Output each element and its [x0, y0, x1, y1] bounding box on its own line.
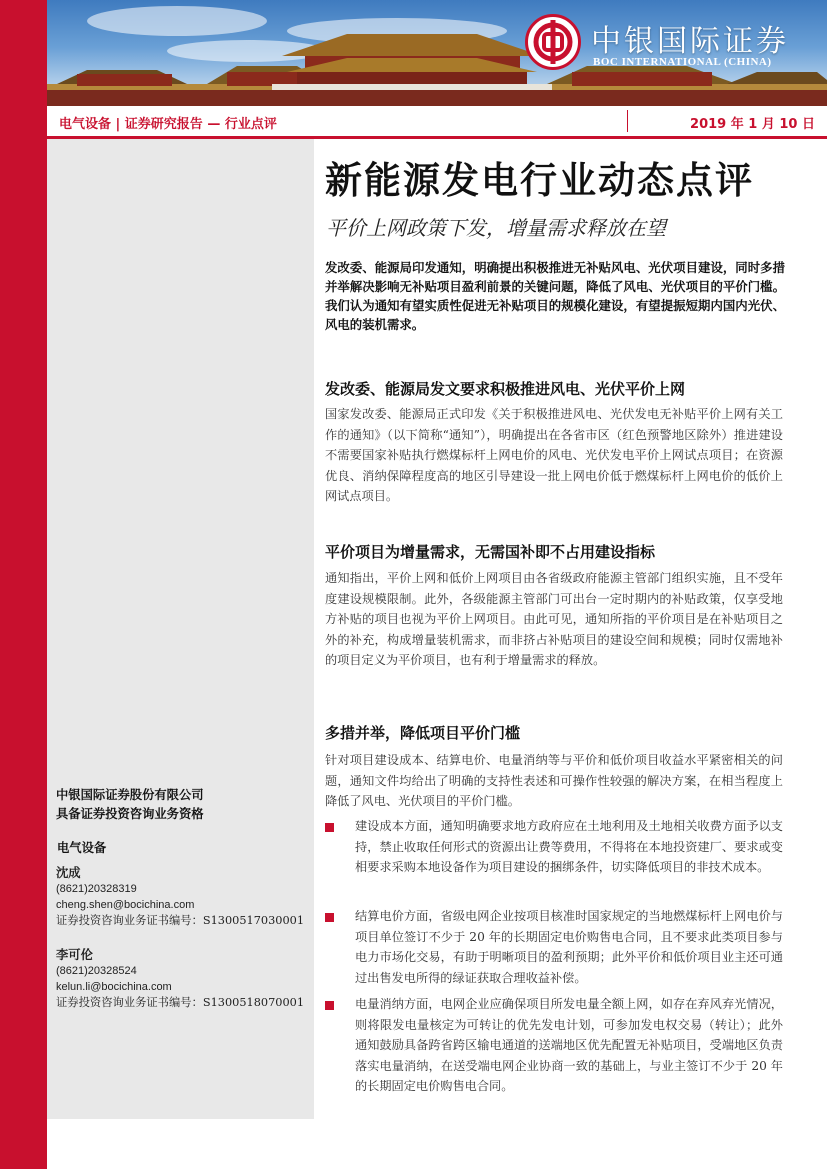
left-red-stripe — [0, 0, 47, 1169]
section-heading: 发改委、能源局发文要求积极推进风电、光伏平价上网 — [325, 380, 686, 398]
company-name: 中银国际证券股份有限公司 — [56, 787, 204, 802]
brand-name-en: BOC INTERNATIONAL (CHINA) — [593, 56, 772, 68]
bullet-square-icon — [325, 823, 334, 832]
report-subtitle: 平价上网政策下发，增量需求释放在望 — [326, 216, 666, 240]
report-title: 新能源发电行业动态点评 — [325, 158, 754, 202]
header-banner — [47, 0, 827, 106]
company-info — [56, 785, 204, 823]
analyst-phone: (8621)20328319 — [56, 883, 137, 895]
section-body: 国家发改委、能源局正式印发《关于积极推进风电、光伏发电无补贴平价上网有关工作的通知》（以下简称“通知”），明确提出在各省市区（红色预警地区除外）推进建设不需要国家补贴执行燃煤标杆上网电价的风电、光伏发电平价上网试点项目；在资源优良、消纳保障程度高的地区引导建设一批上网电价低于燃煤标杆上网电价的低价上网试点项目。 — [325, 407, 783, 504]
section-heading: 多措并举，降低项目平价门槛 — [325, 724, 521, 742]
list-item — [325, 994, 783, 1097]
bullet-text: 结算电价方面，省级电网企业按项目核准时国家规定的当地燃煤标杆上网电价与项目单位签订不少于 20 年的长期固定电价购售电合同，且不要求此类项目参与电力市场化交易，有助于明晰项目的盈利预期；此外平价和低价项目业主还可通过出售发电所得的绿证获取合理收益补偿。 — [355, 909, 783, 985]
analyst-phone: (8621)20328524 — [56, 965, 137, 977]
brand-name-cn: 中银国际证券 — [591, 24, 789, 59]
header-divider — [627, 110, 628, 132]
analyst-cert: 证券投资咨询业务证书编号：S1300518070001 — [56, 996, 305, 1009]
section-heading: 平价项目为增量需求，无需国补即不占用建设指标 — [325, 543, 656, 561]
boc-logo-icon — [525, 14, 581, 70]
analyst-email: cheng.shen@bocichina.com — [56, 898, 195, 911]
analyst-email: kelun.li@bocichina.com — [56, 980, 172, 993]
analyst-cert: 证券投资咨询业务证书编号：S1300517030001 — [56, 914, 305, 927]
company-qualification: 具备证券投资咨询业务资格 — [56, 806, 204, 821]
bullet-square-icon — [325, 913, 334, 922]
report-category: 电气设备 | 证券研究报告 — 行业点评 — [59, 117, 277, 132]
report-header-bar — [47, 106, 827, 139]
bullet-text: 电量消纳方面，电网企业应确保项目所发电量全额上网，如存在弃风弃光情况，则将限发电量核定为可转让的优先发电计划，可参加发电权交易（转让）；此外通知鼓励具备跨省跨区输电通道的送端地区优先配置无补贴项目，受端地区负责落实电量消纳，在送受端电网企业协商一致的基础上，与业主签订不少于 20 年的长期固定电价购售电合同。 — [355, 997, 783, 1094]
report-date: 2019 年 1 月 10 日 — [690, 117, 815, 132]
analyst-card — [56, 864, 304, 929]
analyst-card — [56, 946, 304, 1011]
bullet-square-icon — [325, 1001, 334, 1010]
analyst-name: 李可伦 — [56, 947, 93, 962]
section-body: 针对项目建设成本、结算电价、电量消纳等与平价和低价项目收益水平紧密相关的问题，通知文件均给出了明确的支持性表述和可操作性较强的解决方案，在相当程度上降低了风电、光伏项目的平价门槛。 — [325, 753, 783, 809]
report-summary: 发改委、能源局印发通知，明确提出积极推进无补贴风电、光伏项目建设，同时多措并举解决影响无补贴项目盈利前景的关键问题，降低了风电、光伏项目的平价门槛。我们认为通知有望实质性促进无补贴项目的规模化建设，有望提振短期内国内光伏、风电的装机需求。 — [325, 260, 785, 332]
list-item — [325, 906, 783, 988]
section-body: 通知指出，平价上网和低价上网项目由各省级政府能源主管部门组织实施，且不受年度建设规模限制。此外，各级能源主管部门可出台一定时期内的补贴政策，仅享受地方补贴的项目也视为平价上网项目。由此可见，通知所指的平价项目是在补贴项目之外的补充，构成增量装机需求，而非挤占补贴项目的建设空间和规模；同时仅需地补的项目定义为平价项目，也有利于增量需求的释放。 — [325, 571, 783, 668]
bullet-text: 建设成本方面，通知明确要求地方政府应在土地利用及土地相关收费方面予以支持，禁止收取任何形式的资源出让费等费用，不得将在本地投资建厂、要求或变相要求采购本地设备作为项目建设的捆绑条件，切实降低项目的非技术成本。 — [355, 819, 783, 875]
list-item — [325, 816, 783, 878]
brand-logo — [525, 14, 815, 74]
analyst-name: 沈成 — [56, 865, 81, 880]
sector-label: 电气设备 — [57, 840, 107, 855]
